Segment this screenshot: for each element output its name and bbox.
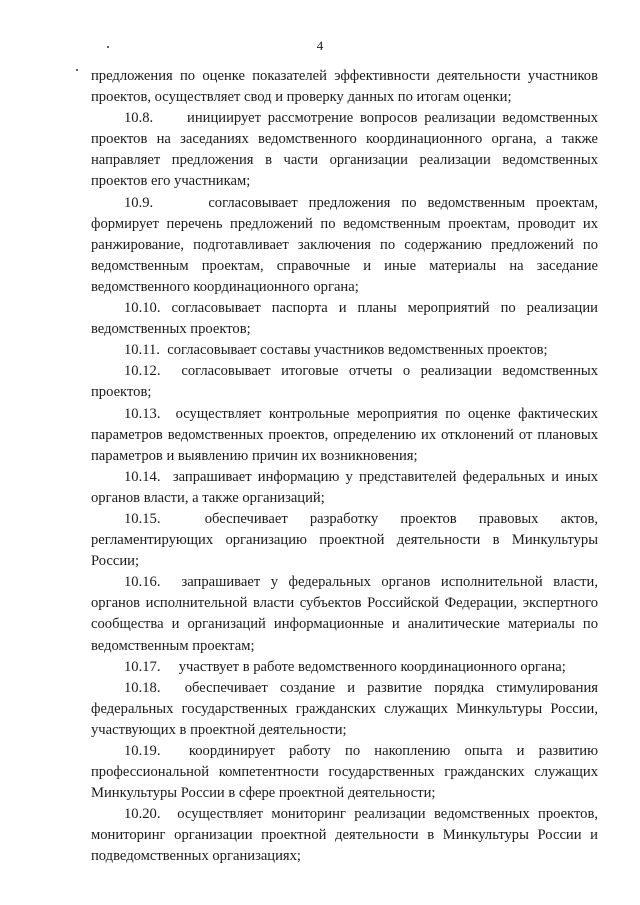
item-separator: [160, 574, 181, 590]
item-separator: [160, 363, 181, 379]
list-item: [91, 657, 598, 678]
item-separator: [160, 300, 171, 316]
item-text: координирует работу по накоплению опыта и развитию профессиональной компетентности государственных гражданских служащих Минкультуры России в сфере проектной деятельности;: [91, 743, 598, 802]
scan-speck: [76, 69, 78, 71]
item-text: согласовывает итоговые отчеты о реализации ведомственных проектов;: [91, 363, 598, 401]
list-item: [91, 678, 598, 741]
item-text: инициирует рассмотрение вопросов реализации ведомственных проектов на заседаниях ведомственного координационного органа, а также направляет предложения в части организации реализации ведомственных проектов его участникам;: [91, 110, 598, 190]
page-number: 4: [316, 38, 324, 53]
list-item: [91, 572, 598, 656]
item-separator: [160, 806, 177, 822]
list-item: [91, 361, 598, 403]
list-item: [91, 741, 598, 804]
item-number: 10.11.: [124, 342, 160, 359]
list-item: [91, 193, 598, 298]
item-number: 10.13.: [124, 405, 161, 422]
numbered-items: [91, 108, 598, 867]
item-separator: [153, 110, 187, 126]
item-number: 10.14.: [124, 468, 161, 485]
item-separator: [160, 469, 172, 485]
document-body: [91, 66, 598, 868]
item-number: 10.18.: [124, 679, 161, 696]
item-text: осуществляет мониторинг реализации ведомственных проектов, мониторинг организации проектной деятельности в Минкультуры России и подведомственных организациях;: [91, 806, 598, 865]
list-item: [91, 340, 598, 361]
item-number: 10.20.: [124, 806, 161, 823]
lead-paragraph: предложения по оценке показателей эффективности деятельности участников проектов, осуществляет свод и проверку данных по итогам оценки;: [91, 68, 598, 106]
item-text: согласовывает предложения по ведомственным проектам, формирует перечень предложений по ведомственным проектам, проводит их ранжирование, подготавливает заключения по содержанию предложений по ведомственным проектам, справочные и иные материалы на заседание ведомственного координационного органа;: [91, 194, 598, 295]
item-number: 10.16.: [124, 574, 161, 591]
item-text: осуществляет контрольные мероприятия по оценке фактических параметров ведомственных проектов, определению их отклонений от плановых параметров и выявлению причин их возникновения;: [91, 405, 598, 464]
list-item: [91, 404, 598, 467]
item-text: запрашивает информацию у представителей федеральных и иных органов власти, а также организаций;: [91, 468, 598, 506]
item-text: запрашивает у федеральных органов исполнительной власти, органов исполнительной власти субъектов Российской Федерации, экспертного сообщества и организаций информационные и аналитические материалы по ведомственным проектам;: [91, 574, 599, 654]
list-item: [91, 804, 598, 867]
item-number: 10.8.: [124, 110, 154, 127]
list-item: [91, 509, 598, 572]
item-separator: [160, 743, 188, 759]
item-separator: [160, 406, 175, 422]
scan-speck: [107, 46, 109, 48]
item-separator: [160, 511, 204, 527]
item-number: 10.12.: [124, 363, 161, 380]
item-separator: [153, 195, 208, 211]
list-item: [91, 108, 598, 192]
item-number: 10.19.: [124, 743, 161, 759]
item-separator: [160, 680, 184, 696]
item-number: 10.17.: [124, 658, 161, 675]
item-number: 10.9.: [124, 194, 154, 211]
item-separator: [160, 659, 178, 675]
item-number: 10.10.: [124, 300, 161, 317]
item-text: согласовывает паспорта и планы мероприятий по реализации ведомственных проектов;: [91, 300, 598, 338]
item-text: обеспечивает создание и развитие порядка стимулирования федеральных государственных гражданских служащих Минкультуры России, участвующих в проектной деятельности;: [91, 679, 598, 738]
item-number: 10.15.: [124, 510, 161, 527]
list-item: [91, 298, 598, 340]
item-text: обеспечивает разработку проектов правовых актов, регламентирующих организацию проектной деятельности в Минкультуры России;: [91, 510, 599, 570]
item-text: участвует в работе ведомственного координационного органа;: [178, 658, 566, 675]
list-item: [91, 467, 598, 509]
item-text: согласовывает составы участников ведомственных проектов;: [167, 342, 548, 359]
